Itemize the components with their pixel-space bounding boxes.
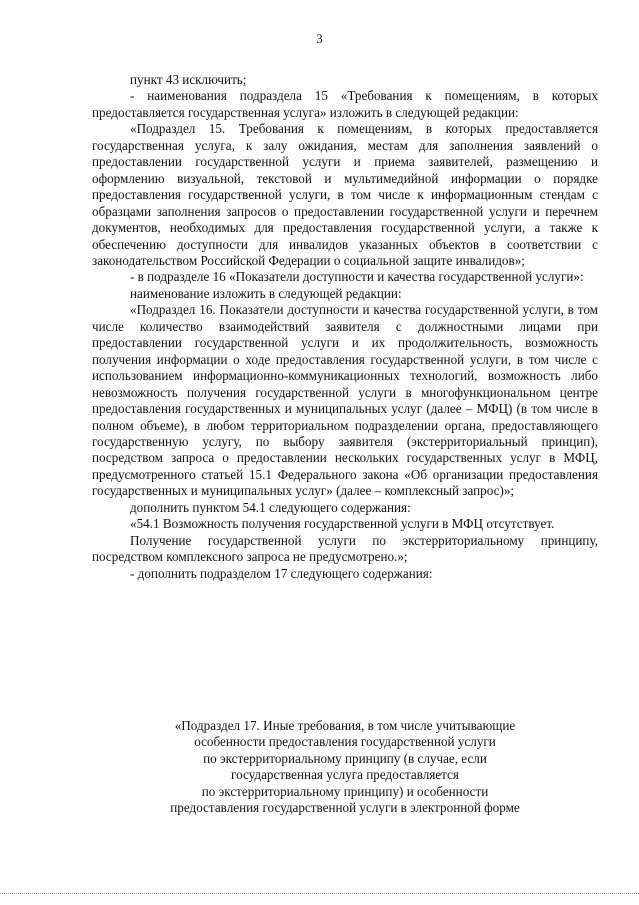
heading-line: государственная услуга предоставляется — [231, 767, 459, 783]
paragraph-subsection-16-rename: наименование изложить в следующей редакции: — [130, 285, 402, 301]
document-body — [92, 72, 598, 582]
paragraph-item-43-removal: пункт 43 исключить; — [130, 72, 247, 87]
heading-line: предоставления государственной услуги в электронной форме — [170, 800, 520, 816]
heading-line: «Подраздел 17. Иные требования, в том числе учитывающие — [174, 718, 516, 733]
paragraph-extraterritorial-note: Получение государственной услуги по экстерриториальному принципу, посредством комплексного запроса не предусмотрено.»; — [92, 532, 598, 565]
heading-line: особенности предоставления государственной услуги — [194, 734, 496, 750]
paragraph-add-subsection-17: - дополнить подразделом 17 следующего содержания: — [130, 565, 433, 581]
heading-line: по экстерриториальному принципу (в случае, если — [203, 750, 487, 766]
page-number: 3 — [316, 31, 323, 46]
paragraph-subsection-15-rename: - наименования подраздела 15 «Требования к помещениям, в которых предоставляется государственная услуга» изложить в следующей редакции: — [92, 88, 598, 120]
subsection-17-heading — [92, 718, 598, 817]
paragraph-subsection-16-intro: - в подразделе 16 «Показатели доступности и качества государственной услуги»: — [130, 269, 584, 285]
heading-line: по экстерриториальному принципу) и особенности — [201, 783, 489, 799]
paragraph-subsection-16-new-title: «Подраздел 16. Показатели доступности и качества государственной услуги, в том числе количество взаимодействий заявителя с должностными лицами при предоставлении государственной услуги и их продолжительность, возможность получения информации о ходе предоставления государственной услуги, в том числе с использованием информационно-коммуникационных технологий, возможность либо невозможность получения государственной услуги в многофункциональном центре предоставления государственных и муниципальных услуг (далее – МФЦ) (в том числе в полном объеме), в любом территориальном подразделении органа, предоставляющего государственную услугу, по выбору заявителя (экстерриториальный принцип), посредством запроса о предоставлении нескольких государственных услуг в МФЦ, предусмотренного статьей 15.1 Федерального закона «Об организации предоставления государственных и муниципальных услуг» (далее – комплексный запрос)»; — [92, 302, 598, 499]
paragraph-add-item-54-1: дополнить пунктом 54.1 следующего содержания: — [130, 499, 411, 515]
paragraph-item-54-1-text: «54.1 Возможность получения государственной услуги в МФЦ отсутствует. — [130, 516, 555, 532]
page-footer-rule — [0, 893, 639, 895]
paragraph-subsection-15-new-title: «Подраздел 15. Требования к помещениям, в которых предоставляется государственная услуга, к залу ожидания, местам для заполнения заявлений о предоставлении государственной услуги и приема заявителей, размещению и оформлению визуальной, текстовой и мультимедийной информации о порядке предоставления государственной услуги, в том числе к информационным стендам с образцами заполнения запросов о предоставлении государственной услуги и перечнем документов, необходимых для предоставления государственной услуги, а также к обеспечению доступности для инвалидов указанных объектов в соответствии с законодательством Российской Федерации о социальной защите инвалидов»; — [92, 121, 598, 268]
